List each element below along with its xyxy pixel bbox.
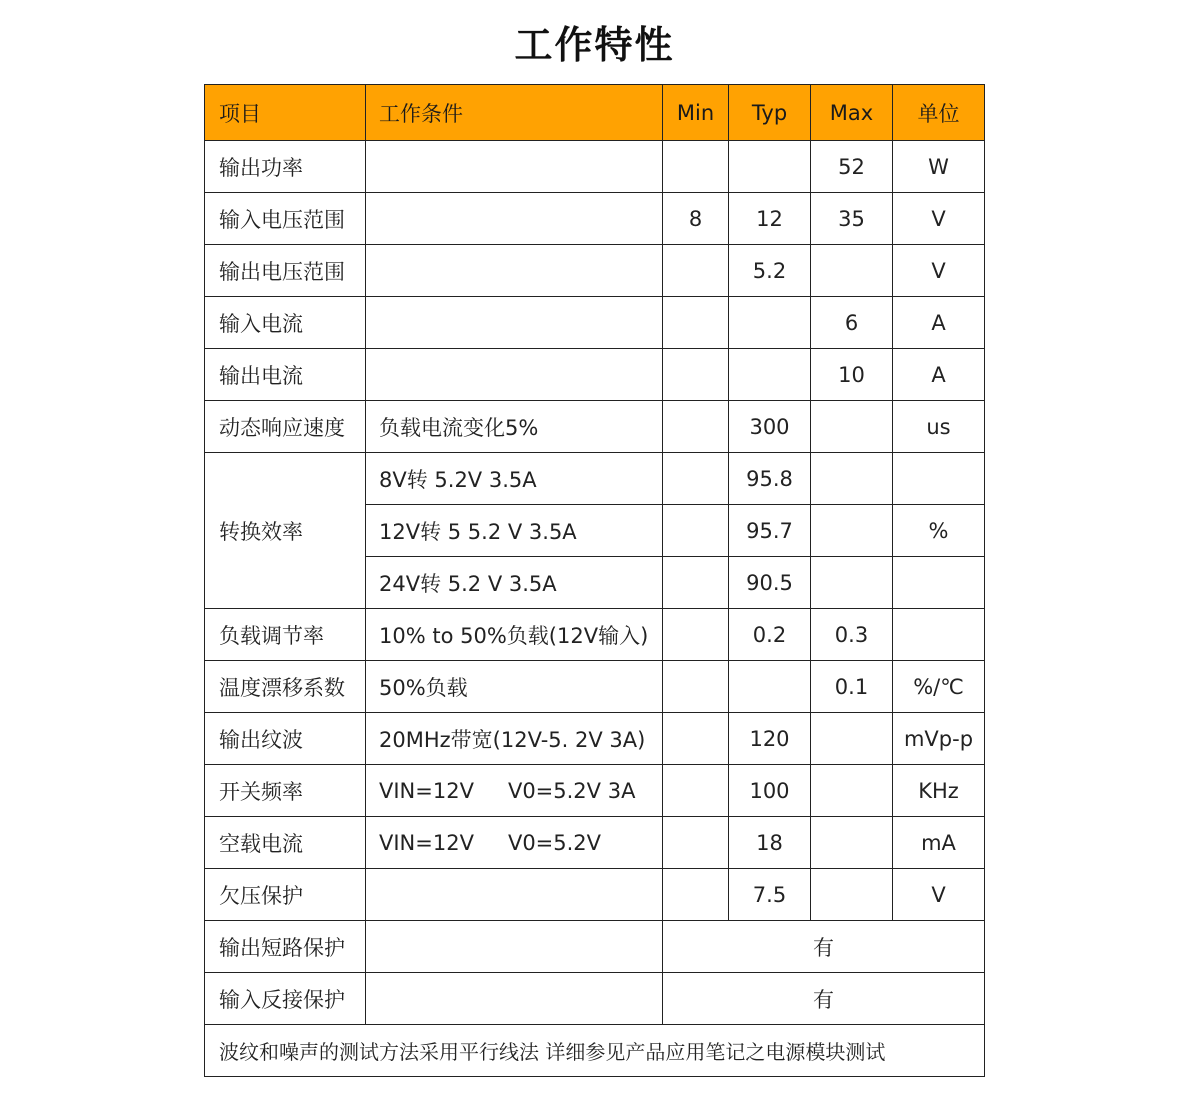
footnote: 波纹和噪声的测试方法采用平行线法 详细参见产品应用笔记之电源模块测试 <box>205 1025 985 1077</box>
item-cell: 输出短路保护 <box>205 921 366 973</box>
max-cell <box>811 245 893 297</box>
header-item: 项目 <box>205 85 366 141</box>
unit-cell <box>893 557 985 609</box>
condition-cell: 20MHz带宽(12V-5. 2V 3A) <box>366 713 663 765</box>
condition-vo: V0=5.2V 3A <box>507 778 636 803</box>
condition-cell <box>366 973 663 1025</box>
table-row <box>205 609 985 661</box>
item-cell: 输入电流 <box>205 297 366 349</box>
min-cell <box>663 869 729 921</box>
item-cell: 输出电压范围 <box>205 245 366 297</box>
condition-vo: V0=5.2V <box>507 830 602 855</box>
min-cell <box>663 245 729 297</box>
unit-cell: W <box>893 141 985 193</box>
table-row <box>205 453 985 505</box>
footnote-row <box>205 1025 985 1077</box>
table-row <box>205 297 985 349</box>
max-cell: 10 <box>811 349 893 401</box>
unit-cell: mVp-p <box>893 713 985 765</box>
unit-cell: V <box>893 245 985 297</box>
value-cell: 有 <box>663 973 985 1025</box>
condition-cell <box>366 349 663 401</box>
table-row <box>205 921 985 973</box>
header-max: Max <box>811 85 893 141</box>
typ-cell: 7.5 <box>729 869 811 921</box>
condition-cell <box>366 141 663 193</box>
item-cell: 输出电流 <box>205 349 366 401</box>
header-unit: 单位 <box>893 85 985 141</box>
min-cell <box>663 817 729 869</box>
min-cell <box>663 505 729 557</box>
unit-cell <box>893 609 985 661</box>
min-cell <box>663 141 729 193</box>
table-row <box>205 193 985 245</box>
condition-cell <box>366 921 663 973</box>
item-cell: 温度漂移系数 <box>205 661 366 713</box>
min-cell <box>663 609 729 661</box>
min-cell <box>663 713 729 765</box>
unit-cell: %/℃ <box>893 661 985 713</box>
condition-cell <box>366 297 663 349</box>
min-cell <box>663 401 729 453</box>
table-row <box>205 973 985 1025</box>
max-cell: 35 <box>811 193 893 245</box>
table-header-row <box>205 85 985 141</box>
typ-cell: 300 <box>729 401 811 453</box>
table-row <box>205 141 985 193</box>
item-cell: 开关频率 <box>205 765 366 817</box>
item-cell: 动态响应速度 <box>205 401 366 453</box>
typ-cell: 95.8 <box>729 453 811 505</box>
unit-cell: us <box>893 401 985 453</box>
unit-cell: mA <box>893 817 985 869</box>
typ-cell: 120 <box>729 713 811 765</box>
table-row <box>205 869 985 921</box>
condition-cell <box>366 765 663 817</box>
spec-table <box>204 84 985 1077</box>
condition-vin: VIN=12V <box>379 830 474 855</box>
min-cell <box>663 765 729 817</box>
max-cell: 0.1 <box>811 661 893 713</box>
unit-cell: A <box>893 349 985 401</box>
table-row <box>205 661 985 713</box>
min-cell <box>663 297 729 349</box>
unit-cell: KHz <box>893 765 985 817</box>
condition-cell <box>366 245 663 297</box>
unit-cell: V <box>893 869 985 921</box>
header-condition: 工作条件 <box>366 85 663 141</box>
condition-cell: 负载电流变化5% <box>366 401 663 453</box>
unit-cell <box>893 453 985 505</box>
min-cell <box>663 661 729 713</box>
table-row <box>205 401 985 453</box>
header-typ: Typ <box>729 85 811 141</box>
unit-cell: A <box>893 297 985 349</box>
item-cell: 输出功率 <box>205 141 366 193</box>
table-row <box>205 713 985 765</box>
table-row <box>205 765 985 817</box>
typ-cell <box>729 349 811 401</box>
page-title: 工作特性 <box>514 23 675 67</box>
typ-cell: 12 <box>729 193 811 245</box>
condition-cell: 12V转 5 5.2 V 3.5A <box>366 505 663 557</box>
item-cell: 转换效率 <box>205 453 366 609</box>
min-cell <box>663 453 729 505</box>
condition-cell: 24V转 5.2 V 3.5A <box>366 557 663 609</box>
item-cell: 空载电流 <box>205 817 366 869</box>
table-row <box>205 245 985 297</box>
max-cell <box>811 869 893 921</box>
min-cell <box>663 557 729 609</box>
max-cell: 52 <box>811 141 893 193</box>
typ-cell <box>729 141 811 193</box>
max-cell <box>811 505 893 557</box>
typ-cell <box>729 297 811 349</box>
item-cell: 负载调节率 <box>205 609 366 661</box>
condition-cell <box>366 817 663 869</box>
unit-cell: % <box>893 505 985 557</box>
item-cell: 欠压保护 <box>205 869 366 921</box>
max-cell <box>811 453 893 505</box>
condition-cell <box>366 193 663 245</box>
max-cell <box>811 557 893 609</box>
typ-cell: 100 <box>729 765 811 817</box>
condition-cell: 10% to 50%负载(12V输入) <box>366 609 663 661</box>
item-cell: 输入电压范围 <box>205 193 366 245</box>
typ-cell: 18 <box>729 817 811 869</box>
max-cell: 0.3 <box>811 609 893 661</box>
value-cell: 有 <box>663 921 985 973</box>
typ-cell: 0.2 <box>729 609 811 661</box>
max-cell <box>811 401 893 453</box>
unit-cell: V <box>893 193 985 245</box>
condition-vin: VIN=12V <box>379 778 474 803</box>
typ-cell <box>729 661 811 713</box>
typ-cell: 5.2 <box>729 245 811 297</box>
typ-cell: 95.7 <box>729 505 811 557</box>
header-min: Min <box>663 85 729 141</box>
condition-cell: 8V转 5.2V 3.5A <box>366 453 663 505</box>
max-cell <box>811 765 893 817</box>
max-cell: 6 <box>811 297 893 349</box>
min-cell: 8 <box>663 193 729 245</box>
table-row <box>205 817 985 869</box>
table-row <box>205 349 985 401</box>
item-cell: 输出纹波 <box>205 713 366 765</box>
condition-cell <box>366 869 663 921</box>
condition-cell: 50%负载 <box>366 661 663 713</box>
typ-cell: 90.5 <box>729 557 811 609</box>
max-cell <box>811 817 893 869</box>
min-cell <box>663 349 729 401</box>
max-cell <box>811 713 893 765</box>
item-cell: 输入反接保护 <box>205 973 366 1025</box>
